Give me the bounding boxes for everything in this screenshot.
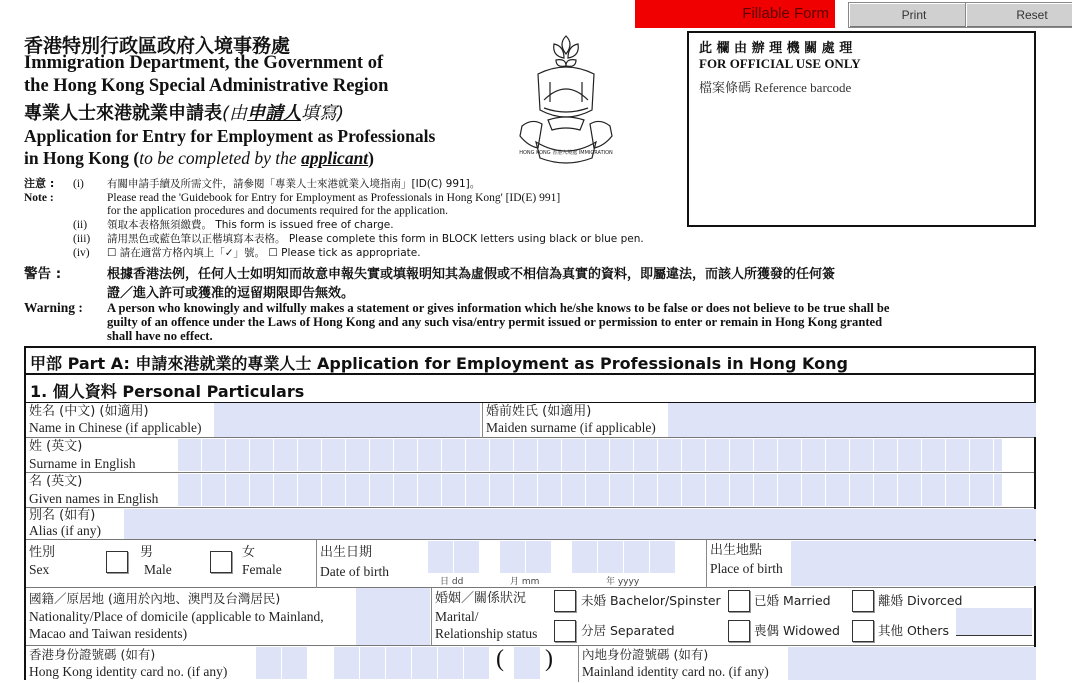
nationality-input[interactable] xyxy=(356,588,430,645)
widowed-label: 喪偶 Widowed xyxy=(754,623,840,638)
name-chinese-row xyxy=(26,403,1034,438)
nationality-label-en-1: Nationality/Place of domicile (applicable to Mainland, xyxy=(29,609,324,624)
mainland-id-label-en: Mainland identity card no. (if any) xyxy=(582,664,769,679)
name-chinese-label-zh: 姓名 (中文) (如適用) xyxy=(29,404,149,419)
official-use-title-zh: 此 欄 由 辦 理 機 關 處 理 xyxy=(699,41,853,56)
nationality-label-zh: 國籍／原居地 (適用於內地、澳門及台灣居民) xyxy=(29,591,281,606)
given-names-input-boxes[interactable] xyxy=(178,474,1002,506)
marital-separated-checkbox[interactable] xyxy=(554,620,576,642)
dept-title-en-2: the Hong Kong Special Administrative Region xyxy=(24,76,389,96)
note-i-en-2: for the application procedures and documents required for the application. xyxy=(107,205,449,217)
dob-month-input[interactable] xyxy=(500,541,552,573)
hkid-label-en: Hong Kong identity card no. (if any) xyxy=(29,664,228,679)
warning-en-2: guilty of an offence under the Laws of Hong Kong and any such visa/entry permit issued or permission to enter or remain in Hong Kong granted xyxy=(107,315,883,329)
sex-dob-row xyxy=(26,540,1034,588)
print-button[interactable]: Print xyxy=(848,2,980,28)
dept-title-en-1: Immigration Department, the Government of xyxy=(24,53,384,73)
separated-label: 分居 Separated xyxy=(581,623,675,638)
note-i-en-1: Please read the 'Guidebook for Entry for Employment as Professionals in Hong Kong' [ID(E) 991] xyxy=(107,192,561,204)
reference-barcode-label: 檔案條碼 Reference barcode xyxy=(699,80,852,95)
surname-row xyxy=(26,438,1034,473)
part-a-header: 甲部 Part A: 申請來港就業的專業人士 Application for Employment as Professionals in Hong Kong xyxy=(26,348,1034,375)
female-label-en: Female xyxy=(242,562,282,577)
form-title-en-2: in Hong Kong (to be completed by the applicant) xyxy=(24,148,374,168)
surname-label-zh: 姓 (英文) xyxy=(29,439,83,454)
alias-label-zh: 別名 (如有) xyxy=(29,508,96,523)
dept-title-zh: 香港特別行政區政府入境事務處 xyxy=(24,35,291,57)
hkid-number-input[interactable] xyxy=(334,647,490,679)
form-title-en-1: Application for Entry for Employment as Professionals xyxy=(24,126,436,146)
dob-year-input[interactable] xyxy=(572,541,676,573)
given-names-row xyxy=(26,473,1034,508)
alias-input[interactable] xyxy=(124,509,1036,539)
note-i-zh: 有關申請手續及所需文件，請參閱「專業人士來港就業入境指南」[ID(C) 991]。 xyxy=(107,178,481,190)
official-use-box xyxy=(687,31,1036,227)
pob-label-en: Place of birth xyxy=(710,561,783,576)
hkid-paren-close: ) xyxy=(545,646,553,672)
section-1-header: 1. 個人資料 Personal Particulars xyxy=(26,375,1034,403)
form-title-zh: 專業人士來港就業申請表(由申請人填寫) xyxy=(24,103,345,124)
surname-label-en: Surname in English xyxy=(29,456,136,471)
female-label-zh: 女 xyxy=(242,545,256,560)
note-iv-num: (iv) xyxy=(73,247,90,259)
warning-zh-2: 證／進入許可或獲准的逗留期限即告無效。 xyxy=(107,286,355,301)
alias-row xyxy=(26,508,1034,540)
place-of-birth-input[interactable] xyxy=(791,541,1036,586)
marital-label-en-1: Marital/ xyxy=(435,609,479,624)
official-use-title-en: FOR OFFICIAL USE ONLY xyxy=(699,56,861,71)
fillable-form-banner: Fillable Form xyxy=(635,0,835,28)
hkid-prefix-input[interactable] xyxy=(256,647,308,679)
note-label-en: Note : xyxy=(24,192,54,204)
note-label-zh: 注意 : xyxy=(24,177,55,190)
bachelor-label: 未婚 Bachelor/Spinster xyxy=(581,593,721,608)
surname-input-boxes[interactable] xyxy=(178,439,1002,471)
note-ii-num: (ii) xyxy=(73,219,88,231)
male-label-en: Male xyxy=(144,562,172,577)
marital-label-zh: 婚姻／關係狀況 xyxy=(435,591,527,606)
maiden-surname-label-zh: 婚前姓氏 (如適用) xyxy=(486,404,592,419)
identity-card-row xyxy=(26,646,1034,682)
personal-particulars-form xyxy=(24,346,1036,680)
marital-label-en-2: Relationship status xyxy=(435,626,538,641)
note-ii-text: 領取本表格無須繳費。 This form is issued free of charge. xyxy=(107,219,394,231)
warning-en-1: A person who knowingly and wilfully makes a statement or gives information which he/she knows to be false or does not believe to be true shall be xyxy=(107,301,890,315)
sex-label-zh: 性別 xyxy=(29,545,56,560)
nationality-label-en-2: Macao and Taiwan residents) xyxy=(29,626,188,641)
dob-yyyy-hint: 年 yyyy xyxy=(606,577,640,587)
note-iii-num: (iii) xyxy=(73,233,91,245)
hkid-paren-open: ( xyxy=(496,646,504,672)
married-label: 已婚 Married xyxy=(754,593,831,608)
marital-widowed-checkbox[interactable] xyxy=(728,620,750,642)
divorced-label: 離婚 Divorced xyxy=(878,593,963,608)
warning-en-3: shall have no effect. xyxy=(107,329,213,343)
hkid-check-digit-input[interactable] xyxy=(514,647,540,679)
marital-bachelor-checkbox[interactable] xyxy=(554,590,576,612)
sex-female-checkbox[interactable] xyxy=(210,551,232,573)
mainland-id-label-zh: 內地身份證號碼 (如有) xyxy=(582,647,709,662)
dob-label-zh: 出生日期 xyxy=(320,545,373,560)
marital-married-checkbox[interactable] xyxy=(728,590,750,612)
note-i-num: (i) xyxy=(73,178,84,190)
dob-dd-hint: 日 dd xyxy=(440,577,464,587)
note-iii-text: 請用黑色或藍色筆以正楷填寫本表格。 Please complete this form in BLOCK letters using black or blue pen. xyxy=(107,233,644,245)
male-label-zh: 男 xyxy=(140,545,154,560)
sex-male-checkbox[interactable] xyxy=(106,551,128,573)
alias-label-en: Alias (if any) xyxy=(29,523,101,538)
others-label: 其他 Others xyxy=(878,623,949,638)
warning-zh-1: 根據香港法例，任何人士如明知而故意申報失實或填報明知其為虛假或不相信為真實的資料，即屬違法，而該人所獲發的任何簽 xyxy=(107,267,836,282)
others-input[interactable] xyxy=(956,608,1032,636)
immigration-emblem-icon xyxy=(514,30,618,170)
given-names-label-zh: 名 (英文) xyxy=(29,474,83,489)
sex-label-en: Sex xyxy=(29,562,50,577)
name-chinese-label-en: Name in Chinese (if applicable) xyxy=(29,420,202,435)
emblem-text: HONG KONG 香港入境處 IMMIGRATION xyxy=(519,150,613,156)
reset-button[interactable]: Reset xyxy=(965,2,1072,28)
nationality-marital-row xyxy=(26,588,1034,646)
warning-label-zh: 警告 : xyxy=(24,266,62,282)
pob-label-zh: 出生地點 xyxy=(710,543,763,558)
maiden-surname-input[interactable] xyxy=(668,403,1036,437)
marital-divorced-checkbox[interactable] xyxy=(852,590,874,612)
dob-label-en: Date of birth xyxy=(320,564,389,579)
maiden-surname-label-en: Maiden surname (if applicable) xyxy=(486,420,656,435)
mainland-id-input[interactable] xyxy=(788,647,1036,680)
given-names-label-en: Given names in English xyxy=(29,491,159,506)
warning-label-en: Warning : xyxy=(24,300,83,315)
hkid-label-zh: 香港身份證號碼 (如有) xyxy=(29,647,156,662)
note-iv-text: ☐ 請在適當方格內填上「✓」號。 ☐ Please tick as appropriate. xyxy=(107,247,421,259)
dob-day-input[interactable] xyxy=(428,541,480,573)
marital-others-checkbox[interactable] xyxy=(852,620,874,642)
dob-mm-hint: 月 mm xyxy=(510,577,540,587)
name-chinese-input[interactable] xyxy=(214,403,480,437)
